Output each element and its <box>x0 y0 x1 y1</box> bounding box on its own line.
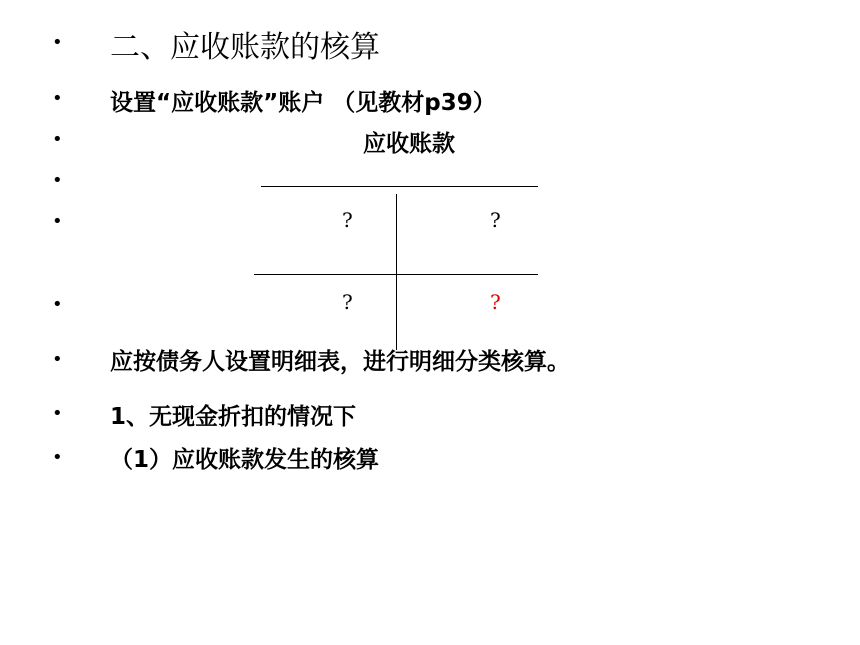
t-account-balance-rule <box>254 274 538 275</box>
credit-entry-marker: ? <box>490 208 501 232</box>
section-heading: 二、应收账款的核算 <box>110 30 380 65</box>
credit-balance-marker: ? <box>490 290 501 314</box>
t-account-title: 应收账款 <box>363 131 455 157</box>
bullet-3: • <box>52 129 63 150</box>
bullet-1: • <box>52 32 63 53</box>
t-account-top-rule <box>261 186 538 187</box>
debit-entry-marker: ? <box>342 208 353 232</box>
bullet-6: • <box>52 294 63 315</box>
bullet-5: • <box>52 211 63 232</box>
bullet-9: • <box>52 447 63 468</box>
sub-case-line: （1）应收账款发生的核算 <box>110 447 380 473</box>
bullet-4: • <box>52 170 63 191</box>
detail-ledger-line: 应按债务人设置明细表，进行明细分类核算。 <box>110 349 570 375</box>
setup-account-line: 设置“应收账款”账户 （见教材p39） <box>110 90 496 116</box>
bullet-8: • <box>52 403 63 424</box>
debit-balance-marker: ? <box>342 290 353 314</box>
bullet-7: • <box>52 349 63 370</box>
bullet-2: • <box>52 88 63 109</box>
t-account-center-rule <box>396 194 397 350</box>
case-title-line: 1、无现金折扣的情况下 <box>110 404 357 430</box>
